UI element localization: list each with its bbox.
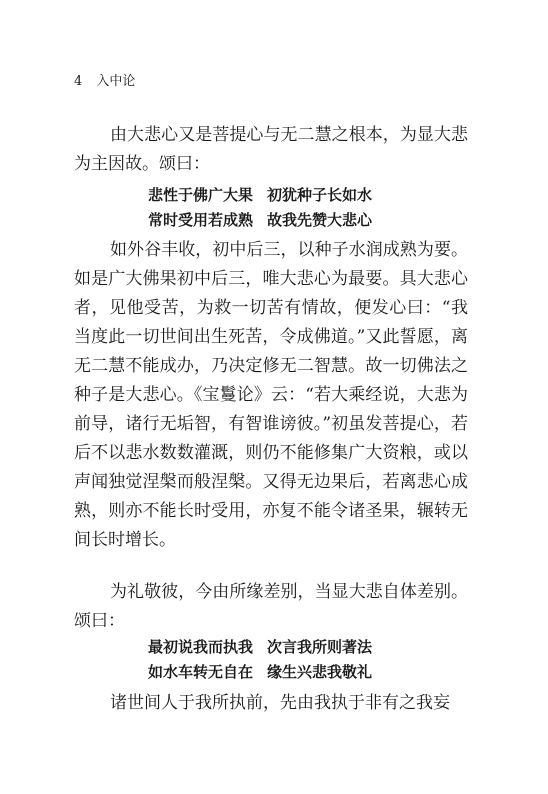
verse-1-line-2a: 常时受用若成熟 xyxy=(148,211,254,229)
verse-1-line-2b: 故我先赞大悲心 xyxy=(267,211,373,229)
verse-1-line-1a: 悲性于佛广大果 xyxy=(148,186,254,204)
verse-2-line-1 xyxy=(148,635,372,659)
page-number: 4 xyxy=(74,74,83,89)
running-header xyxy=(74,74,135,90)
verse-2-line-1a: 最初说我而执我 xyxy=(148,638,254,656)
intro-paragraph-1: 由大悲心又是菩提心与无二慧之根本，为显大悲为主因故。颂曰： xyxy=(74,125,468,174)
verse-1-line-1b: 初犹种子长如水 xyxy=(267,186,373,204)
running-title: 入中论 xyxy=(96,74,136,89)
verse-2-line-2b: 缘生兴悲我敬礼 xyxy=(267,663,373,681)
verse-2-line-1b: 次言我所则著法 xyxy=(267,638,373,656)
verse-1-line-1 xyxy=(148,183,372,207)
verse-1-line-2 xyxy=(148,208,372,232)
verse-2-line-2a: 如水车转无自在 xyxy=(148,663,254,681)
commentary-paragraph-1: 如外谷丰收，初中后三，以种子水润成熟为要。如是广大佛果初中后三，唯大悲心为最要。具大悲心者，见他受苦，为救一切苦有情故，便发心曰：“我当度此一切世间出生死苦，令成佛道。”又此誓愿，离无二慧不能成办，乃决定修无二智慧。故一切佛法之种子是大悲心。《宝鬘论》云：“若大乘经说，大悲为前导，诸行无垢智，有智谁谤彼。”初虽发菩提心，若后不以悲水数数灌溉，则仍不能修集广大资粮，或以声闻独觉涅槃而般涅槃。又得无边果后，若离悲心成熟，则亦不能长时受用，亦复不能令诸圣果，辗转无间长时增长。 xyxy=(74,240,468,550)
verse-2-line-2 xyxy=(148,660,372,684)
intro-paragraph-2: 为礼敬彼，今由所缘差别，当显大悲自体差别。颂曰： xyxy=(74,582,468,631)
commentary-paragraph-2: 诸世间人于我所执前，先由我执于非有之我妄 xyxy=(110,693,450,713)
